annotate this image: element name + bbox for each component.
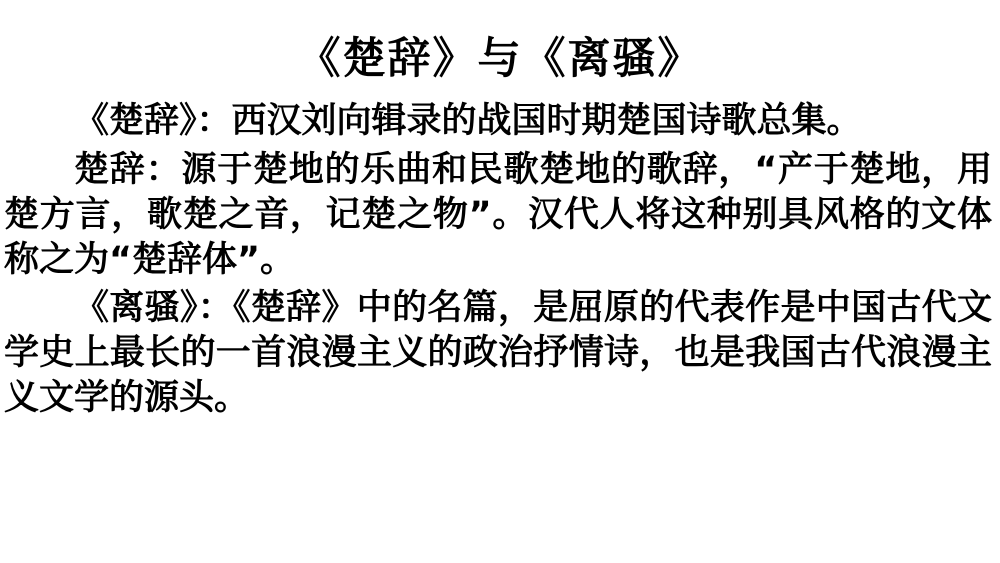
paragraph-lisao-description: 《离骚》：《楚辞》中的名篇，是屈原的代表作是中国古代文学史上最长的一首浪漫主义的政治抒情诗，也是我国古代浪漫主义文学的源头。 (4, 288, 992, 419)
slide-body (0, 99, 1000, 421)
paragraph-chuci-origin: 楚辞：源于楚地的乐曲和民歌楚地的歌辞，“产于楚地，用楚方言，歌楚之音，记楚之物”。汉代人将这种别具风格的文体称之为“楚辞体”。 (4, 150, 992, 280)
paragraph-chuci-definition: 《楚辞》：西汉刘向辑录的战国时期楚国诗歌总集。 (74, 101, 862, 142)
page-title: 《楚辞》与《离骚》 (297, 34, 703, 84)
